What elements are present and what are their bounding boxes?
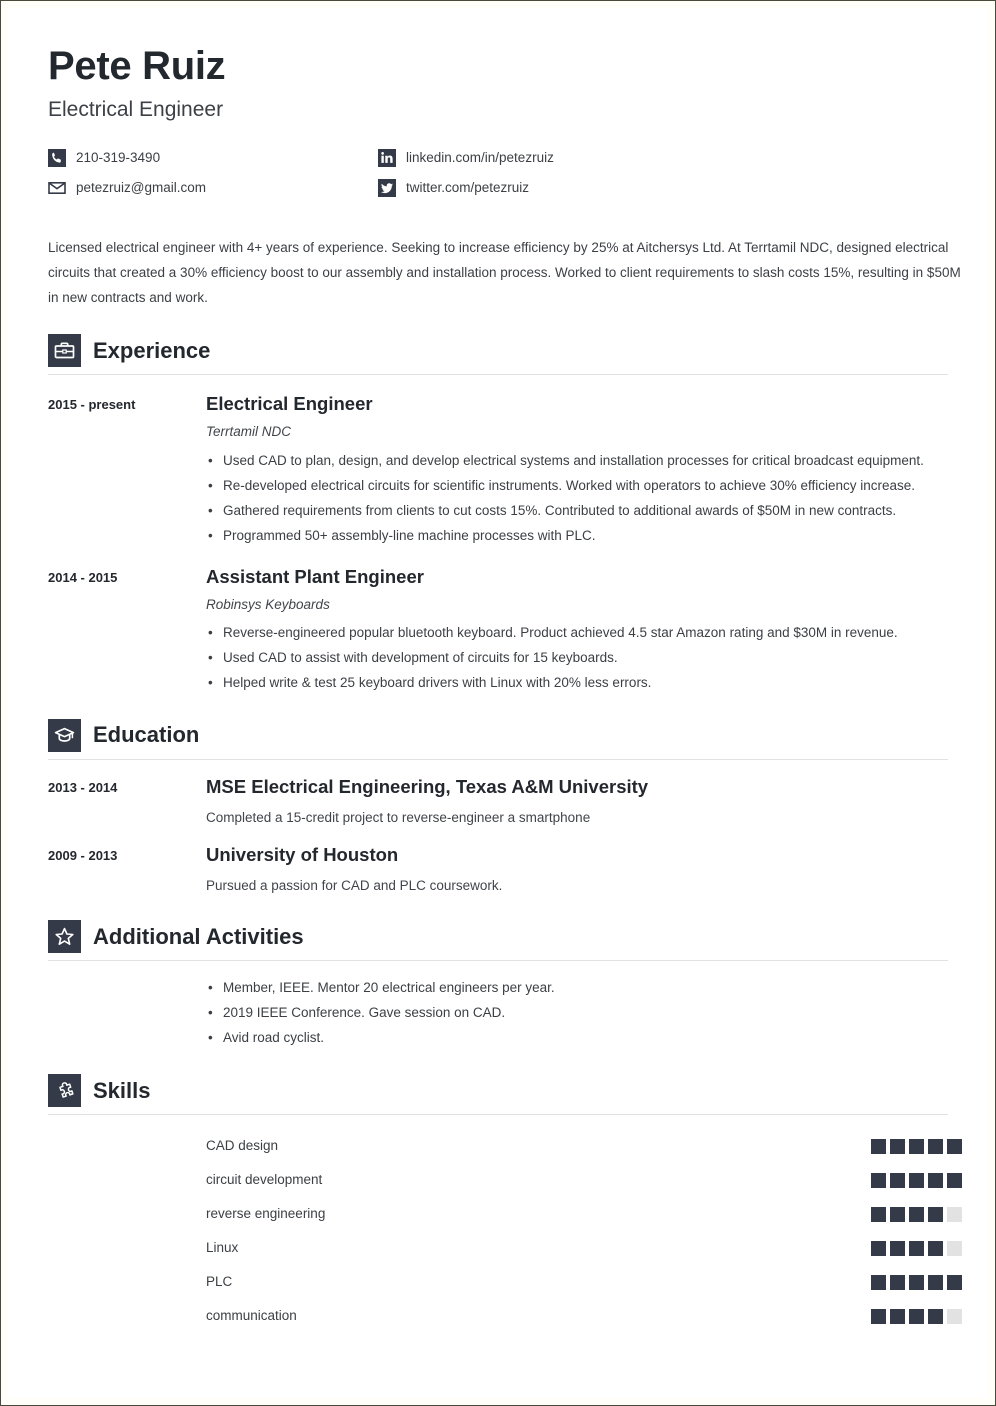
rating-dot-filled bbox=[947, 1275, 962, 1290]
section-divider bbox=[48, 374, 948, 375]
bullet-item: • Reverse-engineered popular bluetooth keyboard. Product achieved 4.5 star Amazon rating and $30M in revenue. bbox=[206, 620, 948, 645]
skill-rating bbox=[871, 1241, 962, 1256]
contact-row bbox=[48, 173, 668, 203]
section-divider bbox=[48, 1114, 948, 1115]
rating-dot-filled bbox=[890, 1139, 905, 1154]
section-header-education bbox=[48, 719, 948, 752]
skill-row bbox=[206, 1265, 962, 1299]
education-entry bbox=[48, 776, 948, 828]
entry-date: 2009 - 2013 bbox=[48, 848, 118, 864]
skill-rating bbox=[871, 1309, 962, 1324]
rating-dot-filled bbox=[890, 1207, 905, 1222]
section-header-activities bbox=[48, 920, 948, 953]
entry-organization: Robinsys Keyboards bbox=[206, 596, 330, 612]
skill-rating bbox=[871, 1275, 962, 1290]
entry-body bbox=[206, 844, 948, 896]
entry-note: Pursued a passion for CAD and PLC coursework. bbox=[206, 878, 503, 894]
rating-dot-filled bbox=[928, 1275, 943, 1290]
contact-linkedin[interactable] bbox=[378, 149, 554, 167]
rating-dot-filled bbox=[909, 1241, 924, 1256]
rating-dot-filled bbox=[890, 1309, 905, 1324]
entry-body bbox=[206, 393, 948, 547]
puzzle-piece-icon bbox=[48, 1074, 81, 1107]
contact-row bbox=[48, 143, 668, 173]
rating-dot-filled bbox=[909, 1207, 924, 1222]
entry-date: 2013 - 2014 bbox=[48, 779, 118, 795]
rating-dot-empty bbox=[947, 1207, 962, 1222]
rating-dot-filled bbox=[947, 1173, 962, 1188]
skills-section bbox=[48, 1074, 948, 1333]
section-header-experience bbox=[48, 334, 948, 367]
experience-section bbox=[48, 334, 948, 695]
section-title-skills: Skills bbox=[93, 1077, 151, 1103]
bullet-item: • Member, IEEE. Mentor 20 electrical engineers per year. bbox=[206, 975, 948, 1000]
section-divider bbox=[48, 759, 948, 760]
briefcase-icon bbox=[48, 334, 81, 367]
skill-name: CAD design bbox=[206, 1138, 279, 1154]
activities-bullets bbox=[206, 975, 948, 1050]
section-title-experience: Experience bbox=[93, 337, 211, 363]
bullet-item: • Gathered requirements from clients to cut costs 15%. Contributed to additional awards of $50M in new contracts. bbox=[206, 498, 948, 523]
star-icon bbox=[48, 920, 81, 953]
activities-body bbox=[206, 975, 948, 1050]
entry-degree: MSE Electrical Engineering, Texas A&M University bbox=[206, 775, 649, 797]
rating-dot-filled bbox=[871, 1173, 886, 1188]
rating-dot-filled bbox=[871, 1275, 886, 1290]
twitter-icon bbox=[378, 179, 396, 197]
resume-header bbox=[48, 44, 948, 203]
skill-row bbox=[206, 1129, 962, 1163]
skill-rating bbox=[871, 1173, 962, 1188]
phone-icon bbox=[48, 149, 66, 167]
rating-dot-filled bbox=[928, 1207, 943, 1222]
contact-linkedin-text: linkedin.com/in/petezruiz bbox=[406, 150, 554, 166]
skill-row bbox=[206, 1163, 962, 1197]
entry-bullets bbox=[206, 448, 948, 548]
skill-rating bbox=[871, 1139, 962, 1154]
entry-body bbox=[206, 776, 948, 828]
rating-dot-filled bbox=[928, 1309, 943, 1324]
entry-organization: Terrtamil NDC bbox=[206, 424, 292, 440]
contact-twitter[interactable] bbox=[378, 179, 529, 197]
rating-dot-filled bbox=[928, 1139, 943, 1154]
rating-dot-filled bbox=[890, 1173, 905, 1188]
entry-role: Electrical Engineer bbox=[206, 393, 373, 415]
entry-date: 2015 - present bbox=[48, 397, 136, 413]
skills-list bbox=[206, 1129, 962, 1333]
rating-dot-filled bbox=[871, 1207, 886, 1222]
rating-dot-filled bbox=[928, 1241, 943, 1256]
bullet-item: • Re-developed electrical circuits for scientific instruments. Worked with operators to achieve 30% efficiency increase. bbox=[206, 473, 948, 498]
contact-phone-text: 210-319-3490 bbox=[76, 150, 161, 166]
skill-name: Linux bbox=[206, 1240, 239, 1256]
bullet-item: • Helped write & test 25 keyboard drivers with Linux with 20% less errors. bbox=[206, 670, 948, 695]
rating-dot-empty bbox=[947, 1241, 962, 1256]
skill-row bbox=[206, 1231, 962, 1265]
contact-twitter-text: twitter.com/petezruiz bbox=[406, 180, 530, 196]
entry-degree: University of Houston bbox=[206, 844, 399, 866]
rating-dot-filled bbox=[871, 1139, 886, 1154]
contact-email-text: petezruiz@gmail.com bbox=[76, 180, 206, 196]
rating-dot-empty bbox=[947, 1309, 962, 1324]
linkedin-icon bbox=[378, 149, 396, 167]
rating-dot-filled bbox=[909, 1139, 924, 1154]
bullet-item: • Used CAD to plan, design, and develop electrical systems and installation processes for critical broadcast equipment. bbox=[206, 448, 948, 473]
skill-rating bbox=[871, 1207, 962, 1222]
bullet-item: • Avid road cyclist. bbox=[206, 1025, 948, 1050]
entry-body bbox=[206, 566, 948, 695]
email-icon bbox=[48, 179, 66, 197]
rating-dot-filled bbox=[947, 1139, 962, 1154]
rating-dot-filled bbox=[909, 1309, 924, 1324]
education-entry bbox=[48, 844, 948, 896]
skill-row bbox=[206, 1197, 962, 1231]
education-section bbox=[48, 719, 948, 896]
bullet-item: • Programmed 50+ assembly-line machine processes with PLC. bbox=[206, 523, 948, 548]
experience-entry bbox=[48, 566, 948, 695]
rating-dot-filled bbox=[871, 1309, 886, 1324]
contact-details bbox=[48, 143, 668, 203]
section-title-education: Education bbox=[93, 722, 200, 748]
rating-dot-filled bbox=[890, 1241, 905, 1256]
section-title-activities: Additional Activities bbox=[93, 923, 304, 949]
skill-row bbox=[206, 1299, 962, 1333]
section-divider bbox=[48, 960, 948, 961]
resume-sheet bbox=[8, 8, 988, 1398]
rating-dot-filled bbox=[909, 1173, 924, 1188]
rating-dot-filled bbox=[871, 1241, 886, 1256]
candidate-name: Pete Ruiz bbox=[48, 44, 226, 88]
experience-entry bbox=[48, 393, 948, 547]
entry-date: 2014 - 2015 bbox=[48, 569, 118, 585]
entry-role: Assistant Plant Engineer bbox=[206, 565, 424, 587]
activities-section bbox=[48, 920, 948, 1050]
rating-dot-filled bbox=[909, 1275, 924, 1290]
skill-name: PLC bbox=[206, 1274, 233, 1290]
rating-dot-filled bbox=[890, 1275, 905, 1290]
bullet-item: • Used CAD to assist with development of circuits for 15 keyboards. bbox=[206, 645, 948, 670]
entry-bullets bbox=[206, 620, 948, 695]
graduation-cap-icon bbox=[48, 719, 81, 752]
professional-summary: Licensed electrical engineer with 4+ years of experience. Seeking to increase efficiency by 25% at Aitchersys Ltd. At Terrtamil NDC, designed electrical circuits that created a 30% efficiency boost to our assembly and installation process. Worked to client requirements to slash costs 15%, resulting in $50M in new contracts and work. bbox=[48, 240, 961, 306]
section-header-skills bbox=[48, 1074, 948, 1107]
skill-name: communication bbox=[206, 1308, 297, 1324]
entry-note: Completed a 15-credit project to reverse-engineer a smartphone bbox=[206, 810, 591, 826]
skill-name: circuit development bbox=[206, 1172, 323, 1188]
contact-phone[interactable] bbox=[48, 149, 378, 167]
skill-name: reverse engineering bbox=[206, 1206, 326, 1222]
candidate-job-title: Electrical Engineer bbox=[48, 98, 224, 121]
bullet-item: • 2019 IEEE Conference. Gave session on CAD. bbox=[206, 1000, 948, 1025]
contact-email[interactable] bbox=[48, 179, 378, 197]
rating-dot-filled bbox=[928, 1173, 943, 1188]
